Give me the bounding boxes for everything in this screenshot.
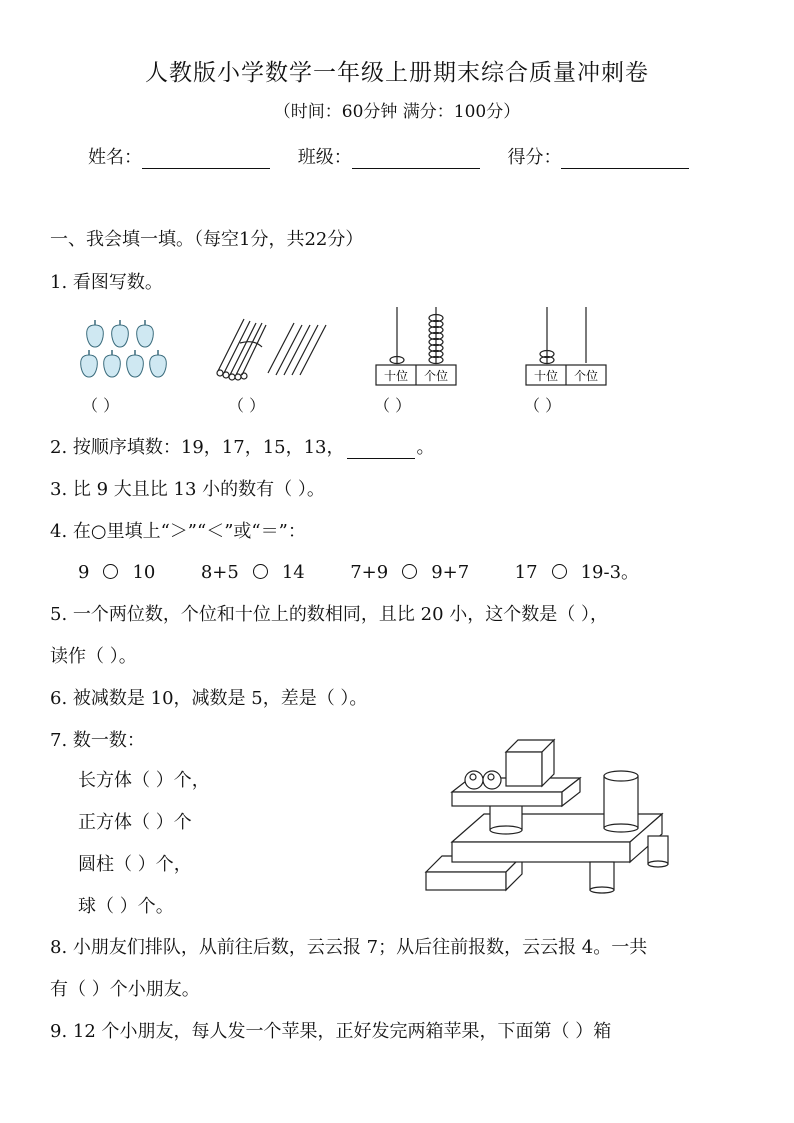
- abacus-1: [372, 305, 462, 387]
- class-field[interactable]: [352, 150, 480, 169]
- tens-label: 十位: [533, 369, 559, 383]
- count-cuboid: 长方体（ ）个，: [78, 770, 210, 791]
- exam-time-score: （时间：60分钟 满分：100分）: [273, 102, 521, 122]
- compare-circle[interactable]: [552, 564, 567, 579]
- name-label: 姓名：: [88, 147, 142, 168]
- peppers-picture: [75, 315, 175, 385]
- section-heading: 一、我会填一填。（每空1分，共22分）: [50, 229, 364, 250]
- question-4: 4. 在○里填上“＞”“＜”或“＝”：: [50, 521, 306, 542]
- compare-row: 9 10 8+5 14 7+9 9+7 17 19-3。: [78, 562, 640, 583]
- answer-paren-4[interactable]: （ ）: [524, 396, 562, 415]
- tens-label: 十位: [383, 369, 409, 383]
- question-2: 2. 按顺序填数：19，17，15，13， 。: [50, 437, 435, 458]
- count-cylinder: 圆柱（ ）个，: [78, 854, 192, 875]
- page-title: 人教版小学数学一年级上册期末综合质量冲刺卷: [145, 60, 649, 86]
- score-label: 得分：: [507, 147, 562, 168]
- question-5-line2: 读作（ ）。: [50, 646, 137, 667]
- class-label: 班级：: [297, 147, 352, 168]
- answer-blank[interactable]: [347, 442, 415, 459]
- student-info-row: [88, 143, 711, 169]
- ones-label: 个位: [423, 369, 449, 383]
- score-field[interactable]: [561, 150, 689, 169]
- compare-circle[interactable]: [103, 564, 118, 579]
- answer-paren-1[interactable]: （ ）: [82, 396, 120, 415]
- question-8-line1: 8. 小朋友们排队，从前往后数，云云报 7；从后往前报数，云云报 4。一共: [50, 937, 648, 958]
- count-cube: 正方体（ ）个: [78, 812, 192, 833]
- ones-label: 个位: [573, 369, 599, 383]
- question-5-line1: 5. 一个两位数，个位和十位上的数相同，且比 20 小，这个数是（ ），: [50, 604, 608, 625]
- name-field[interactable]: [142, 150, 270, 169]
- sticks-picture: [210, 313, 335, 385]
- question-3: 3. 比 9 大且比 13 小的数有（ ）。: [50, 479, 325, 500]
- compare-circle[interactable]: [253, 564, 268, 579]
- count-sphere: 球（ ）个。: [78, 896, 174, 917]
- compare-circle[interactable]: [402, 564, 417, 579]
- solids-picture: [422, 730, 677, 895]
- question-1: 1. 看图写数。: [50, 272, 163, 293]
- question-9: 9. 12 个小朋友，每人发一个苹果，正好发完两箱苹果，下面第（ ）箱: [50, 1021, 612, 1042]
- question-8-line2: 有（ ）个小朋友。: [50, 979, 200, 1000]
- question-6: 6. 被减数是 10，减数是 5，差是（ ）。: [50, 688, 368, 709]
- answer-paren-3[interactable]: （ ）: [374, 396, 412, 415]
- question-7: 7. 数一数：: [50, 730, 145, 751]
- answer-paren-2[interactable]: （ ）: [228, 396, 266, 415]
- abacus-2: [522, 305, 612, 387]
